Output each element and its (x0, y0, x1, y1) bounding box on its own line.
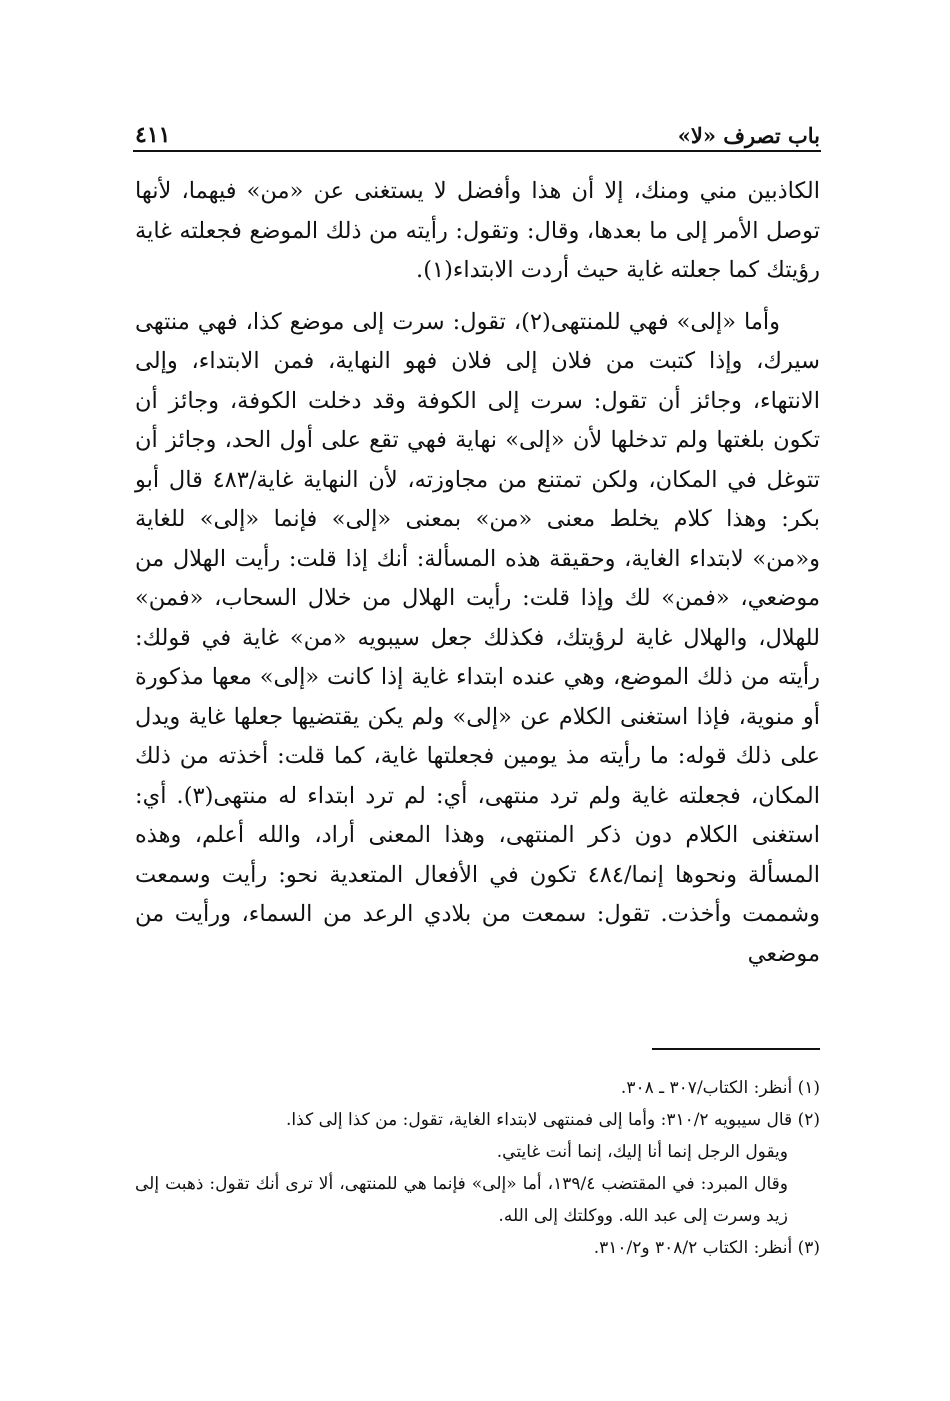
page-header (135, 108, 820, 148)
footnote-1: (١) أنظر: الكتاب/٣٠٧ ـ ٣٠٨. (620, 1078, 820, 1098)
header-rule (133, 150, 821, 152)
running-title: باب تصرف «لا» (677, 123, 820, 148)
footnotes (135, 1072, 820, 1264)
footnote-2-quote: وقال المبرد: في المقتضب ١٣٩/٤، أما «إلى» فإنما هي للمنتهى، ألا ترى أنك تقول: ذهبت إلى زيد وسرت إلى عبد الله. ووكلتك إلى الله. (135, 1174, 788, 1226)
footnote-3: (٣) أنظر: الكتاب ٣٠٨/٢ و٣١٠/٢. (593, 1238, 820, 1258)
footnote-separator (652, 1048, 820, 1050)
page-number: ٤١١ (135, 122, 171, 148)
main-text (135, 172, 820, 974)
footnote-2: (٢) قال سيبويه ٣١٠/٢: وأما إلى فمنتهى لابتداء الغاية، تقول: من كذا إلى كذا. (286, 1110, 820, 1130)
paragraph-1: الكاذبين مني ومنك، إلا أن هذا وأفضل لا يستغنى عن «من» فيهما، لأنها توصل الأمر إلى ما بعدها، وقال: وتقول: رأيته من ذلك الموضع فجعلته غاية رؤيتك كما جعلته غاية حيث أردت الابتداء(١). (135, 178, 820, 283)
paragraph-2: وأما «إلى» فهي للمنتهى(٢)، تقول: سرت إلى موضع كذا، فهي منتهى سيرك، وإذا كتبت من فلان إلى فلان فهو النهاية، فمن الابتداء، وإلى الانتهاء، وجائز أن تقول: سرت إلى الكوفة وقد دخلت الكوفة، وجائز أن تكون بلغتها ولم تدخلها لأن «إلى» نهاية فهي تقع على أول الحد، وجائز أن تتوغل في المكان، ولكن تمتنع من مجاوزته، لأن النهاية غاية/٤٨٣ قال أبو بكر: وهذا كلام يخلط معنى «من» بمعنى «إلى» فإنما «إلى» للغاية و«من» لابتداء الغاية، وحقيقة هذه المسألة: أنك إذا قلت: رأيت الهلال من موضعي، «فمن» لك وإذا قلت: رأيت الهلال من خلال السحاب، «فمن» للهلال، والهلال غاية لرؤيتك، فكذلك جعل سيبويه «من» غاية في قولك: رأيته من ذلك الموضع، وهي عنده ابتداء غاية إذا كانت «إلى» معها مذكورة أو منوية، فإذا استغنى الكلام عن «إلى» ولم يكن يقتضيها جعلها غاية ويدل على ذلك قوله: ما رأيته مذ يومين فجعلتها غاية، كما قلت: أخذته من ذلك المكان، فجعلته غاية ولم ترد منتهى، أي: لم ترد ابتداء له منتهى(٣). أي: استغنى الكلام دون ذكر المنتهى، وهذا المعنى أراد، والله أعلم، وهذه المسألة ونحوها إنما/٤٨٤ تكون في الأفعال المتعدية نحو: رأيت وسمعت وشممت وأخذت. تقول: سمعت من بلادي الرعد من السماء، ورأيت من موضعي (135, 308, 821, 967)
footnote-2-continuation: ويقول الرجل إنما أنا إليك، إنما أنت غايتي. (496, 1142, 788, 1162)
